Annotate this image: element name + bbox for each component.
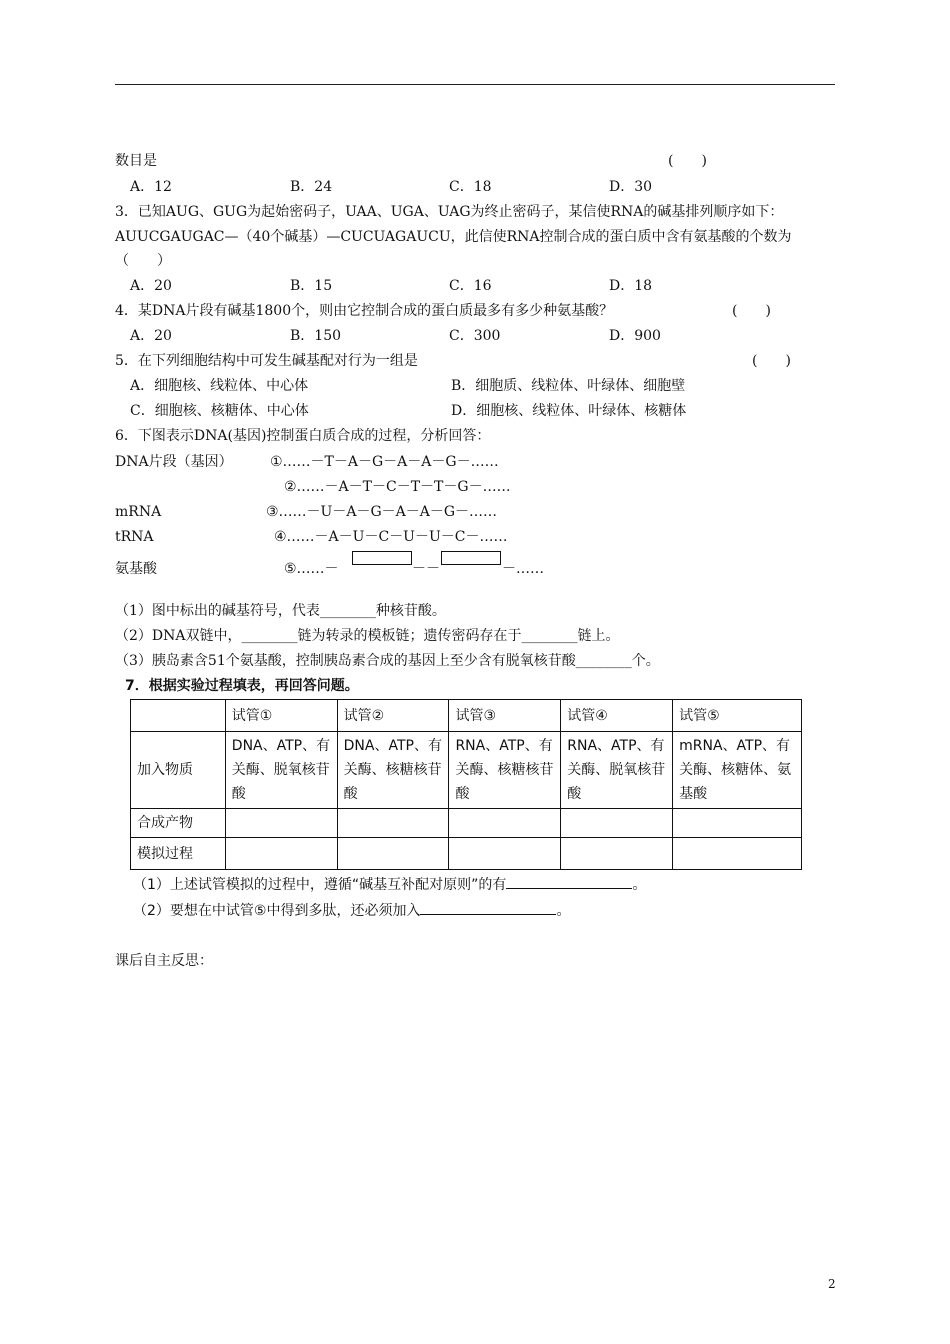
amino-acid-box-2 xyxy=(441,551,501,565)
q6-sub-1: （1）图中标出的碱基符号，代表________种核苷酸。 xyxy=(115,603,446,619)
header-tube-2: 试管② xyxy=(337,700,449,732)
q6-sub-2: （2）DNA双链中，________链为转录的模板链；遗传密码存在于________链上。 xyxy=(115,628,620,644)
q4-option-b: B．150 xyxy=(290,328,342,344)
q4-option-d: D．900 xyxy=(609,328,661,344)
strand-5-start: ⑤……－ xyxy=(284,561,339,577)
added-tube-5: mRNA、ATP、有关酶、核糖体、氨基酸 xyxy=(673,732,802,809)
row-label-process: 模拟过程 xyxy=(131,838,226,870)
q7-sub-1-period: 。 xyxy=(632,877,647,893)
q7-sub-2 xyxy=(133,900,570,921)
q3-option-d: D．18 xyxy=(609,278,653,294)
strand-4: ④……－A－U－C－U－U－C－…… xyxy=(274,529,508,545)
q6-sub-3: （3）胰岛素含51个氨基酸，控制胰岛素合成的基因上至少含有脱氧核苷酸________个。 xyxy=(115,653,660,669)
q7-sub-2-period: 。 xyxy=(556,903,571,919)
strand-5-mid: －－ xyxy=(412,561,440,577)
process-tube-1[interactable] xyxy=(225,838,337,870)
header-empty xyxy=(131,700,226,732)
strand-2: ②……－A－T－C－T－T－G－…… xyxy=(284,479,511,495)
q5-stem: 5．在下列细胞结构中可发生碱基配对行为一组是 xyxy=(115,353,418,369)
dna-label: DNA片段（基因） xyxy=(115,454,233,470)
q3-option-a: A．20 xyxy=(130,278,172,294)
process-tube-3[interactable] xyxy=(449,838,561,870)
trna-label: tRNA xyxy=(115,529,154,545)
q5-option-c: C．细胞核、核糖体、中心体 xyxy=(130,403,309,419)
q4-option-c: C．300 xyxy=(449,328,501,344)
q7-sub-2-blank[interactable] xyxy=(420,900,556,915)
strand-5-end: －…… xyxy=(502,561,544,577)
q7-sub-1-blank[interactable] xyxy=(506,874,632,889)
q3-line-1: 3．已知AUG、GUG为起始密码子，UAA、UGA、UAG为终止密码子，某信使RNA的碱基排列顺序如下： xyxy=(115,204,784,220)
q2-option-a: A．12 xyxy=(130,179,172,195)
q5-option-a: A．细胞核、线粒体、中心体 xyxy=(130,378,309,394)
header-tube-4: 试管④ xyxy=(561,700,673,732)
q5-answer-paren: ( ) xyxy=(752,353,791,369)
q3-option-b: B．15 xyxy=(290,278,333,294)
q7-stem: 7．根据实验过程填表，再回答问题。 xyxy=(125,678,359,694)
product-tube-4[interactable] xyxy=(561,809,673,838)
mrna-label: mRNA xyxy=(115,504,162,520)
page-number: 2 xyxy=(828,1277,836,1291)
strand-3: ③……－U－A－G－A－A－G－…… xyxy=(266,504,498,520)
q6-stem: 6．下图表示DNA(基因)控制蛋白质合成的过程，分析回答： xyxy=(115,428,491,444)
product-tube-1[interactable] xyxy=(225,809,337,838)
q4-option-a: A．20 xyxy=(130,328,172,344)
amino-acid-label: 氨基酸 xyxy=(115,561,157,577)
added-tube-4: RNA、ATP、有关酶、脱氧核苷酸 xyxy=(561,732,673,809)
process-tube-5[interactable] xyxy=(673,838,802,870)
header-tube-5: 试管⑤ xyxy=(673,700,802,732)
q3-option-c: C．16 xyxy=(449,278,492,294)
added-tube-3: RNA、ATP、有关酶、核糖核苷酸 xyxy=(449,732,561,809)
row-label-product: 合成产物 xyxy=(131,809,226,838)
process-tube-2[interactable] xyxy=(337,838,449,870)
q2-option-c: C．18 xyxy=(449,179,492,195)
q2-option-d: D．30 xyxy=(609,179,653,195)
experiment-table xyxy=(130,699,802,870)
added-tube-2: DNA、ATP、有关酶、核糖核苷酸 xyxy=(337,732,449,809)
q5-option-b: B．细胞质、线粒体、叶绿体、细胞壁 xyxy=(451,378,686,394)
row-label-added: 加入物质 xyxy=(131,732,226,809)
q7-sub-1-text: （1）上述试管模拟的过程中，遵循“碱基互补配对原则”的有 xyxy=(133,877,507,893)
product-tube-5[interactable] xyxy=(673,809,802,838)
product-tube-3[interactable] xyxy=(449,809,561,838)
q4-answer-paren: ( ) xyxy=(732,303,771,319)
q2-stem: 数目是 xyxy=(115,153,157,169)
product-tube-2[interactable] xyxy=(337,809,449,838)
q7-sub-2-text: （2）要想在中试管⑤中得到多肽，还必须加入 xyxy=(133,903,421,919)
q2-answer-paren: ( ) xyxy=(668,153,707,169)
process-tube-4[interactable] xyxy=(561,838,673,870)
q2-option-b: B．24 xyxy=(290,179,333,195)
added-tube-1: DNA、ATP、有关酶、脱氧核苷酸 xyxy=(225,732,337,809)
amino-acid-box-1 xyxy=(352,551,412,565)
q3-line-3: （ ） xyxy=(115,253,171,269)
q5-option-d: D．细胞核、线粒体、叶绿体、核糖体 xyxy=(451,403,687,419)
strand-1: ①……－T－A－G－A－A－G－…… xyxy=(270,454,499,470)
header-rule xyxy=(115,84,835,85)
q3-line-2: AUUCGAUGAC—（40个碱基）—CUCUAGAUCU，此信使RNA控制合成的蛋白质中含有氨基酸的个数为 xyxy=(115,229,792,245)
reflection-heading: 课后自主反思： xyxy=(115,953,213,969)
header-tube-1: 试管① xyxy=(225,700,337,732)
q4-stem: 4．某DNA片段有碱基1800个，则由它控制合成的蛋白质最多有多少种氨基酸？ xyxy=(115,303,614,319)
header-tube-3: 试管③ xyxy=(449,700,561,732)
q7-sub-1 xyxy=(133,874,646,895)
